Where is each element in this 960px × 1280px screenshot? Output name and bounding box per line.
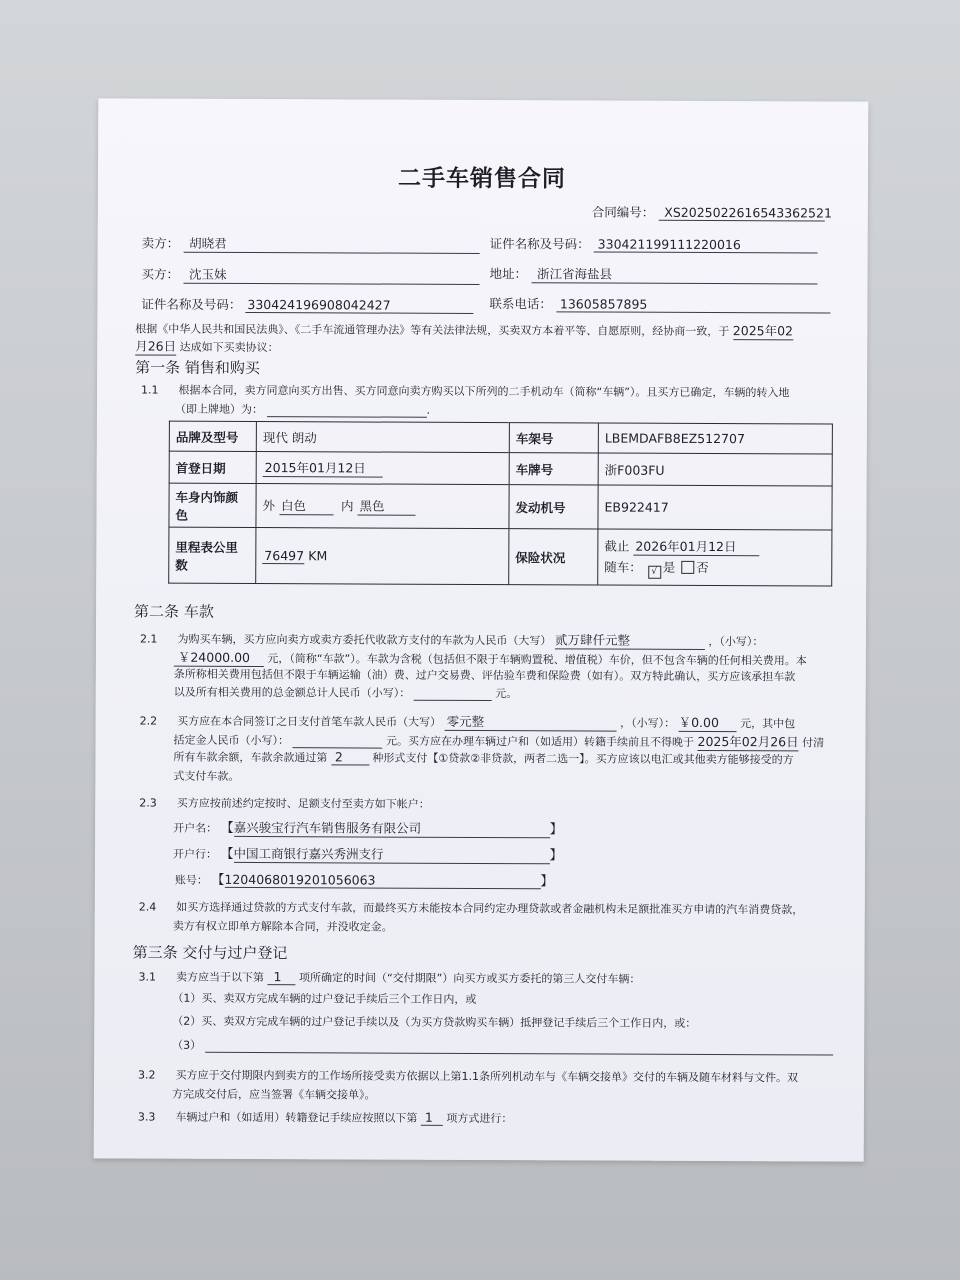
seller-id-row [490, 234, 818, 253]
section-2-title: 第二条 车款 [134, 602, 214, 621]
vehicle-info-table [168, 421, 833, 587]
first-payment-number: ￥0.00 [679, 713, 737, 732]
seller-id-value: 330421199111220016 [594, 236, 818, 253]
reg-date-value: 2015年01月12日 [263, 458, 383, 478]
preamble-date-1: 2025年02 [732, 323, 794, 339]
bracket-close: 】 [549, 848, 563, 864]
engine-label: 发动机号 [509, 485, 598, 529]
clause-2-1-number: 2.1 [139, 632, 158, 646]
engine-value: EB922417 [598, 485, 832, 530]
transfer-choice: 1 [421, 1110, 443, 1126]
phone-value: 13605857895 [556, 296, 830, 313]
clause-3-1-number: 3.1 [138, 970, 157, 984]
bracket-open: 【 [220, 820, 234, 836]
clause-3-3-number: 3.3 [137, 1110, 156, 1124]
clause-2-2-text-c: 括定金人民币（小写）： [173, 733, 290, 748]
bracket-open: 【 [220, 846, 234, 862]
clause-2-2-text-g: 种形式支付【①贷款②非贷款，两者二选一】。买方应该以电汇或其他卖方能够接受的方 [372, 751, 794, 767]
preamble-date-2: 月26日 [135, 338, 177, 354]
clause-3-1-option-2: （2）买、卖双方完成车辆的过户登记手续以及（为买方贷款购买车辆）抵押登记手续后三个工作日内，或： [172, 1014, 697, 1030]
phone-row [489, 294, 830, 313]
brand-value: 现代 朗动 [256, 422, 509, 453]
insurance-until-value: 2026年01月12日 [633, 536, 759, 556]
exterior-value: 白色 [279, 496, 333, 515]
clause-2-2-line-c [173, 749, 793, 768]
clause-3-3-line-a [138, 1109, 513, 1127]
clause-1-1-line-b: （即上牌地）为： . [174, 402, 430, 417]
clause-2-2-number: 2.2 [139, 714, 158, 728]
account-no-label: 账号： [174, 873, 208, 887]
account-no-value: 1204068019201056063 [224, 872, 540, 889]
table-row [169, 527, 832, 586]
clause-3-2-text-a: 买方应于交付期限内到卖方的工作场所接受卖方依据以上第1.1条所列机动车与《车辆交接单》交付的车辆及随车材料与文件。双 [175, 1068, 799, 1085]
insurance-with-car-label: 随车： [604, 559, 642, 575]
clause-2-1-text-d: 以及所有相关费用的总金额总计人民币（小写）： [173, 685, 411, 700]
clause-2-4-number: 2.4 [138, 900, 157, 914]
clause-2-2-text-f: 所有车款余额，车款余款通过第 [173, 750, 328, 765]
insurance-label: 保险状况 [509, 529, 598, 585]
account-bank-row [173, 843, 563, 865]
clause-2-1-text-b: 元，（简称“车款”）。车款为含税（包括但不限于车辆购置税、增值税）车价，但不包含车辆的任何相关费用。本 [267, 652, 807, 668]
clause-3-2-line-a [138, 1067, 798, 1086]
phone-label: 联系电话： [489, 296, 552, 312]
clause-2-3-line-a [139, 795, 430, 812]
clause-2-1-line-c: 条所称相关费用包括但不限于车辆运输（油）费、过户交易费、评估验车费和保险费（如有）。双方特此确认，买方应该承担车款 [173, 667, 796, 684]
clause-3-3-text-b: 项方式进行： [446, 1111, 513, 1126]
clause-1-1-text-a: 根据本合同，卖方同意向买方出售、买方同意向卖方购买以下所列的二手机动车（简称“车辆”）。且买方已确定，车辆的转入地 [178, 383, 790, 400]
insurance-no-checkbox[interactable] [681, 560, 694, 573]
insurance-yes-checkbox[interactable]: √ [648, 565, 661, 578]
clause-3-1-option-3-label: （3） [172, 1038, 202, 1052]
seller-row [142, 234, 480, 254]
account-bank-value: 中国工商银行嘉兴秀洲支行 [233, 844, 549, 864]
bracket-close: 】 [540, 874, 554, 890]
contract-no-row [591, 202, 832, 221]
clause-3-1-option-3 [172, 1037, 833, 1056]
buyer-name: 沈玉妹 [183, 265, 479, 285]
clause-2-1-text-a: 为购买车辆，买方应向卖方或卖方委托代收款方支付的车款为人民币（大写） [177, 632, 552, 648]
color-cell [256, 484, 509, 529]
clause-3-1-option-1: （1）买、卖双方完成车辆的过户登记手续后三个工作日内，或 [172, 991, 477, 1006]
account-name-label: 开户名： [173, 821, 218, 835]
clause-2-3-text-a: 买方应按前述约定按时、足额支付至卖方如下帐户： [176, 796, 430, 811]
address-label: 地址： [489, 266, 528, 282]
buyer-id-value: 330424196908042427 [245, 297, 473, 314]
clause-3-2-line-b: 方完成交付后，应当签署《车辆交接单》。 [171, 1087, 376, 1102]
table-row [169, 421, 832, 454]
vin-value: LBEMDAFB8EZ512707 [598, 423, 832, 454]
exterior-label: 外 [262, 498, 276, 514]
clause-2-1-small-label: ，（小写）： [708, 634, 764, 649]
payment-method-choice: 2 [331, 749, 369, 765]
seller-label: 卖方： [141, 235, 180, 251]
table-row [169, 483, 832, 530]
clause-2-2-text-b: 元，其中包 [740, 717, 796, 731]
account-name-value: 嘉兴骏宝行汽车销售服务有限公司 [234, 818, 550, 838]
preamble-text-1: 根据《中华人民共和国民法典》、《二手车流通管理办法》等有关法律法规，买卖双方本着平等、自愿原则，经协商一致，于 [135, 322, 730, 339]
clause-2-2-line-d: 式支付车款。 [173, 769, 240, 783]
total-amount-number: ￥24000.00 [174, 648, 264, 667]
clause-2-2-text-d: 元。买方应在办理车辆过户和（如适用）转籍手续前且不得晚于 [385, 734, 695, 749]
clause-3-1-text-a: 卖方应当于以下第 [175, 970, 265, 985]
contract-no-label: 合同编号： [591, 204, 655, 220]
plate-label: 车牌号 [509, 453, 598, 485]
clause-2-4-text-a: 如买方选择通过贷款的方式支付车款，而最终买方未能按本合同约定办理贷款或者金融机构未足额批准买方申请的汽车消费贷款， [176, 900, 804, 917]
delivery-choice: 1 [267, 969, 295, 985]
clause-2-1-line-d [174, 684, 518, 701]
balance-due-date: 2025年02月26日 [697, 733, 799, 750]
mileage-value: 76497 [262, 548, 304, 564]
vin-label: 车架号 [509, 423, 598, 453]
mileage-unit: KM [308, 547, 328, 563]
contract-title: 二手车销售合同 [397, 165, 567, 193]
clause-2-2-text-e: 付清 [802, 736, 825, 750]
plate-value: 浙F003FU [598, 453, 832, 486]
clause-1-1-text-b: （即上牌地）为： [174, 402, 263, 417]
buyer-row [142, 265, 480, 285]
bracket-open: 【 [211, 872, 225, 888]
clause-3-1-line-a [138, 969, 640, 987]
clause-1-1-number: 1.1 [141, 383, 159, 397]
preamble-text-2: 达成如下买卖协议： [179, 340, 279, 355]
reg-date-cell [256, 452, 509, 485]
mileage-cell [256, 528, 509, 585]
account-no-row [175, 869, 554, 890]
insurance-yes-label: 是 [662, 559, 676, 575]
total-amount-chinese: 贰万肆仟元整 [555, 630, 705, 650]
clause-2-4-line-b: 卖方有权立即单方解除本合同，并没收定金。 [172, 919, 393, 934]
brand-label: 品牌及型号 [169, 421, 256, 451]
contract-paper [94, 98, 869, 1161]
first-payment-chinese: 零元整 [445, 712, 617, 732]
seller-name: 胡晓君 [183, 234, 479, 254]
account-bank-label: 开户行： [172, 847, 218, 861]
insurance-until-label: 截止 [604, 538, 630, 554]
clause-3-3-text-a: 车辆过户和（如适用）转籍登记手续应按照以下第 [175, 1110, 418, 1125]
preamble-line-2 [135, 336, 278, 356]
clause-2-4-line-a [139, 899, 804, 918]
clause-2-1-yuan: 元。 [495, 687, 518, 701]
insurance-no-label: 否 [696, 559, 709, 575]
color-label: 车身内饰颜色 [169, 483, 256, 527]
mileage-label: 里程表公里数 [169, 527, 256, 583]
clause-3-1-text-b: 项所确定的时间（“交付期限”）向买方或买方委托的第三人交付车辆： [298, 971, 641, 986]
buyer-label: 买方： [141, 266, 180, 282]
clause-2-2-text-a: 买方应在本合同签订之日支付首笔车款人民币（大写） [177, 714, 442, 729]
table-row [169, 451, 832, 486]
contract-no-value: XS2025022616543362521 [658, 205, 824, 222]
clause-2-2-small-label: ，（小写）： [620, 716, 676, 730]
buyer-id-row [141, 295, 473, 314]
interior-label: 内 [340, 498, 354, 514]
section-3-title: 第三条 交付与过户登记 [132, 943, 288, 963]
account-name-row [173, 817, 563, 839]
section-1-title: 第一条 销售和购买 [135, 358, 260, 378]
seller-id-label: 证件名称及号码： [489, 236, 590, 252]
clause-2-3-number: 2.3 [139, 796, 157, 810]
insurance-cell [598, 529, 832, 586]
address-row [490, 264, 818, 284]
buyer-id-label: 证件名称及号码： [141, 296, 242, 312]
clause-1-1-line-a [141, 382, 789, 401]
bracket-close: 】 [549, 822, 563, 838]
clause-3-2-number: 3.2 [138, 1068, 156, 1082]
interior-value: 黑色 [357, 496, 415, 515]
address-value: 浙江省海盐县 [531, 264, 817, 284]
reg-date-label: 首登日期 [169, 451, 256, 483]
